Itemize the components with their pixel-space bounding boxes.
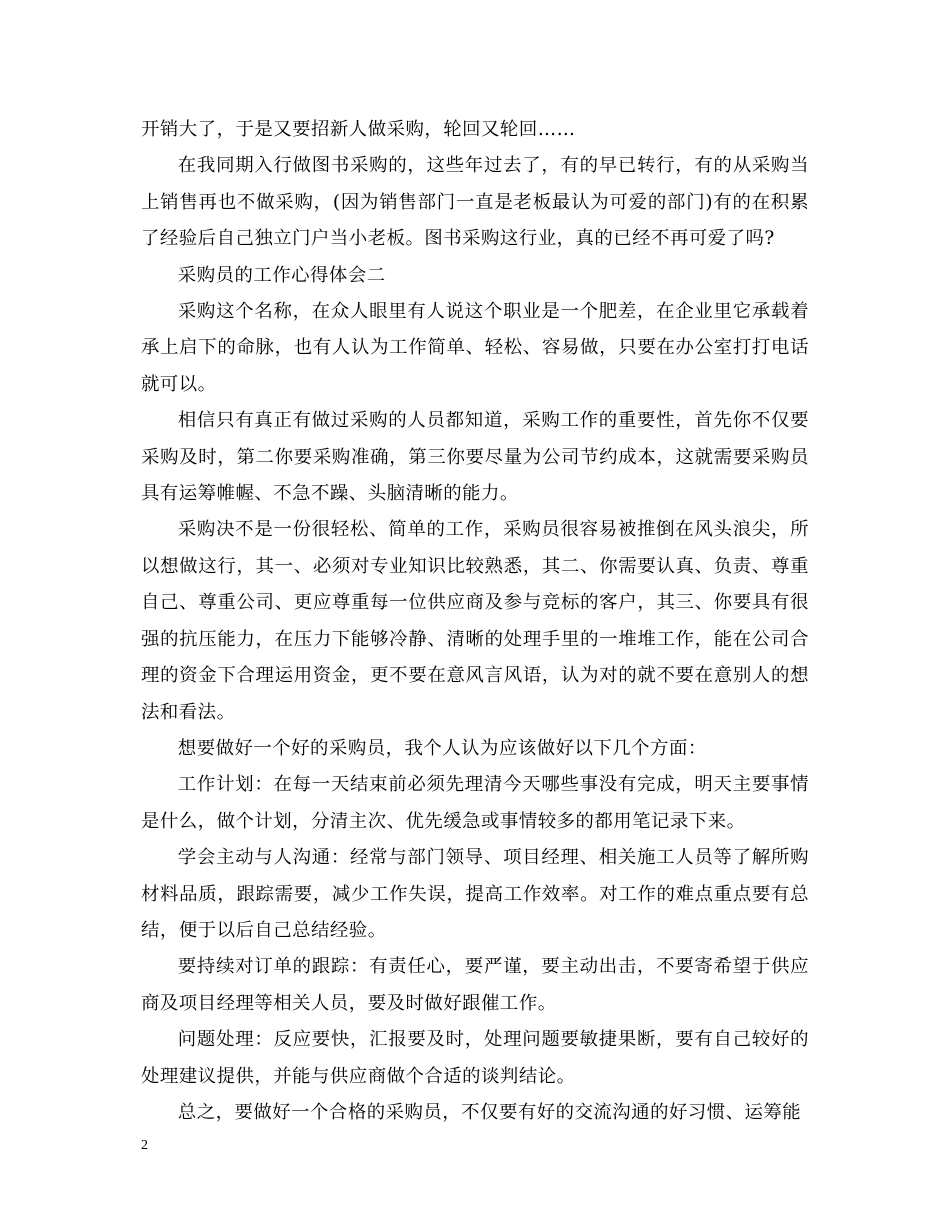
section-heading: 采购员的工作心得体会二 <box>177 264 386 286</box>
paragraph: 想要做好一个好的采购员，我个人认为应该做好以下几个方面： <box>177 737 707 759</box>
paragraph: 采购决不是一份很轻松、简单的工作，采购员很容易被推倒在风头浪尖，所以想做这行，其一、必须对专业知识比较熟悉，其二、你需要认真、负责、尊重自己、尊重公司、更应尊重每一位供应商及参与竞标的客户，其三、你要具有很强的抗压能力，在压力下能够冷静、清晰的处理手里的一堆堆工作，能在公司合理的资金下合理运用资金，更不要在意风言风语，认为对的就不要在意别人的想法和看法。 <box>141 519 809 723</box>
paragraph: 相信只有真正有做过采购的人员都知道，采购工作的重要性，首先你不仅要采购及时，第二你要采购准确，第三你要尽量为公司节约成本，这就需要采购员具有运筹帷幄、不急不躁、头脑清晰的能力。 <box>141 410 809 505</box>
paragraph: 学会主动与人沟通：经常与部门领导、项目经理、相关施工人员等了解所购材料品质，跟踪需要，减少工作失误，提高工作效率。对工作的难点重点要有总结，便于以后自己总结经验。 <box>141 847 809 941</box>
paragraph: 工作计划：在每一天结束前必须先理清今天哪些事没有完成，明天主要事情是什么，做个计划，分清主次、优先缓急或事情较多的都用笔记录下来。 <box>141 774 809 832</box>
paragraph: 问题处理：反应要快，汇报要及时，处理问题要敏捷果断，要有自己较好的处理建议提供，并能与供应商做个合适的谈判结论。 <box>141 1029 809 1087</box>
paragraph-continued: 开销大了，于是又要招新人做采购，轮回又轮回…… <box>141 119 576 140</box>
paragraph: 总之，要做好一个合格的采购员，不仅要有好的交流沟通的好习惯、运筹能 <box>177 1101 802 1123</box>
document-body <box>141 112 809 1131</box>
paragraph: 采购这个名称，在众人眼里有人说这个职业是一个肥差，在企业里它承载着承上启下的命脉，也有人认为工作简单、轻松、容易做，只要在办公室打打电话就可以。 <box>141 301 809 395</box>
paragraph: 在我同期入行做图书采购的，这些年过去了，有的早已转行，有的从采购当上销售再也不做采购，(因为销售部门一直是老板最认为可爱的部门)有的在积累了经验后自己独立门户当小老板。图书采购这行业，真的已经不再可爱了吗? <box>141 155 809 250</box>
paragraph: 要持续对订单的跟踪：有责任心，要严谨，要主动出击，不要寄希望于供应商及项目经理等相关人员，要及时做好跟催工作。 <box>141 956 809 1014</box>
page-number: 2 <box>141 1138 148 1153</box>
